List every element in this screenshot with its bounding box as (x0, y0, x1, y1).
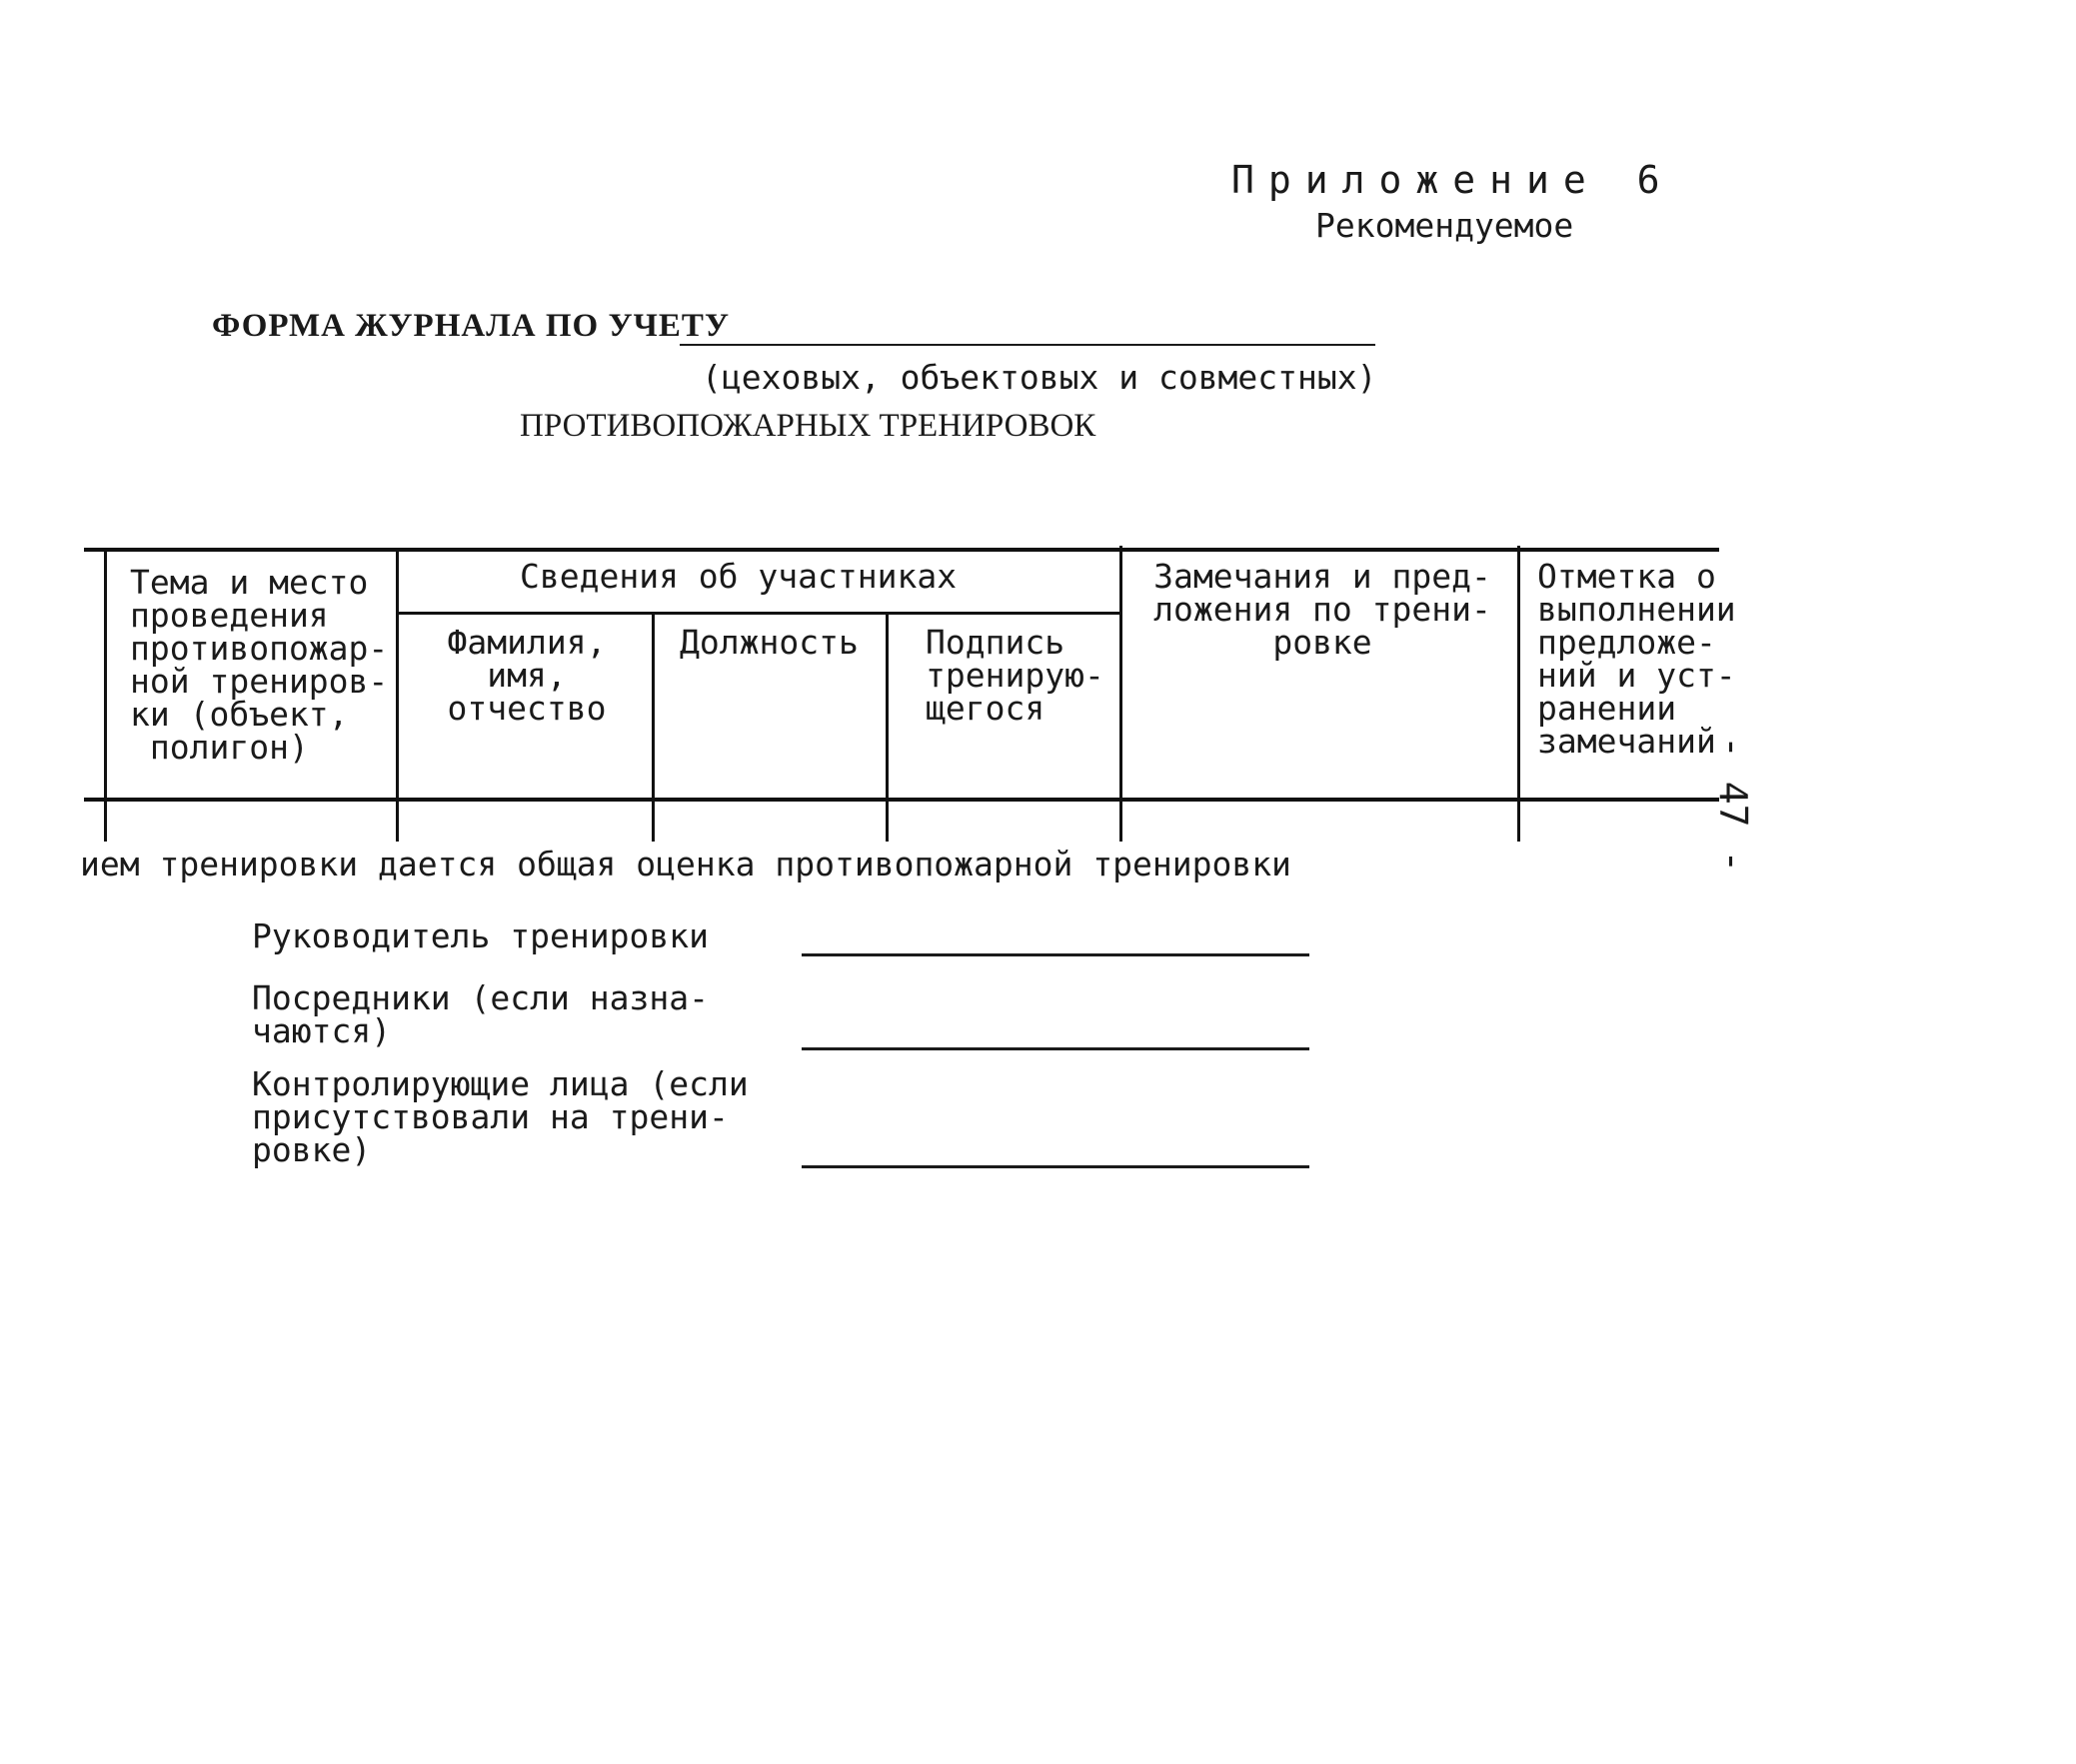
signature-label-leader: Руководитель тренировки (252, 916, 709, 955)
assessment-text: ием тренировки дается общая оценка противопожарной тренировки (80, 845, 1291, 883)
title-fill-line (680, 344, 1375, 346)
signature-line-controllers (802, 1165, 1309, 1168)
header-mark: Отметка о выполнении предложе- ний и уст- ранении замечаний (1537, 557, 1736, 761)
header-participants: Сведения об участниках (520, 557, 958, 596)
page-number: - 47 - (1711, 736, 1755, 874)
title-line-3: ПРОТИВОПОЖАРНЫХ ТРЕНИРОВОК (520, 408, 1096, 444)
signature-label-controllers: Контролирующие лица (если присутствовали на трени- ровке) (252, 1064, 749, 1169)
header-name: Фамилия, имя, отчество (447, 623, 607, 728)
appendix-status: Рекомендуемое (1315, 206, 1574, 245)
table-left-border (104, 550, 107, 842)
participants-sub-rule (396, 612, 1119, 615)
table-top-rule (84, 548, 1719, 552)
form-title: ФОРМА ЖУРНАЛА ПО УЧЕТУ (212, 308, 731, 344)
signature-label-mediators: Посредники (если назна- чаются) (252, 978, 709, 1050)
col-divider-5 (1517, 546, 1520, 842)
title-subtitle: (цеховых, объектовых и совместных) (702, 358, 1377, 397)
col-divider-4 (1119, 546, 1122, 842)
col-divider-1 (396, 548, 399, 842)
header-topic: Тема и место проведения противопожар- ной трениров- ки (объект, полигон) (130, 563, 389, 767)
table-header-bottom-rule (84, 798, 1719, 802)
signature-line-leader (802, 953, 1309, 956)
header-signature: Подпись тренирую- щегося (926, 623, 1104, 728)
col-divider-2 (652, 612, 655, 842)
col-divider-3 (886, 612, 889, 842)
signature-line-mediators (802, 1047, 1309, 1050)
header-position: Должность (680, 623, 859, 662)
header-remarks: Замечания и пред- ложения по трени- ровке (1153, 557, 1491, 662)
appendix-number: Приложение 6 (1231, 158, 1674, 202)
